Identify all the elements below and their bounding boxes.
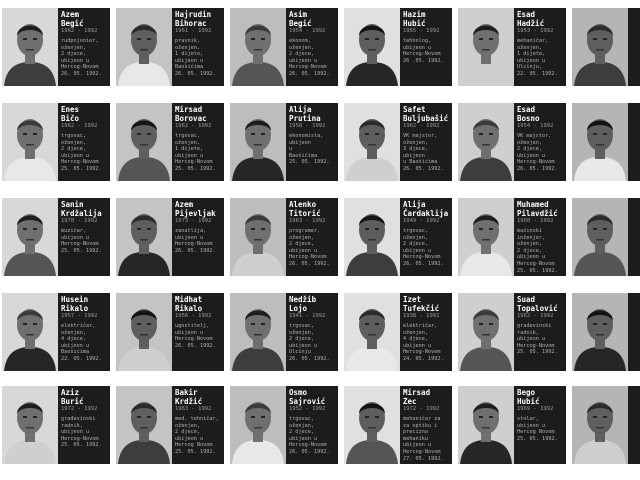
person-info [58, 198, 110, 276]
person-name: Midhat Rikalo [175, 295, 203, 313]
person-description: trgovac, oženjen, 2 djece, ubijeon u Hercog-Novom 26. 05. 1992. [289, 416, 330, 455]
person-card [572, 198, 640, 276]
person-name: Suad Topalović [517, 295, 558, 313]
person-card [230, 103, 338, 181]
person-card [458, 386, 566, 464]
person-photo [458, 386, 514, 464]
person-photo [2, 198, 58, 276]
person-description: trgovac, oženjen, 1 dijete, ubijeon u Hercog-Novom 25. 05. 1992. [175, 133, 216, 172]
person-photo [344, 103, 400, 181]
person-description: električar, oženjen, 4 djece, ubijeon u Baošićima 22. 05. 1992. [61, 323, 102, 362]
person-card [572, 293, 640, 371]
person-name: Asim Begić [289, 10, 312, 28]
person-card [230, 293, 338, 371]
person-info [400, 293, 452, 371]
person-card [116, 198, 224, 276]
person-years: 1965 - 1992 [403, 28, 440, 34]
person-description: mehaničar za za optiku i precizna mehaniku ubijeon u Hercog-Novom 27. 05. 1992. [403, 416, 444, 462]
person-photo [116, 386, 172, 464]
person-photo [2, 8, 58, 86]
person-name: Mirsad Borovac [175, 105, 207, 123]
person-info [628, 198, 640, 276]
person-years: 1956 - 1992 [175, 313, 212, 319]
person-years: 1973 - 1992 [175, 218, 212, 224]
person-description: VK majstor, oženjen, 3 djece, ubijeon u Baošićima 26. 05. 1992. [403, 133, 444, 172]
person-info [514, 8, 566, 86]
person-card [2, 103, 110, 181]
person-years: 1961 - 1992 [175, 28, 212, 34]
person-years: 1969 - 1992 [517, 406, 554, 412]
person-description: trgovac, oženjen, 2 djece, ubijeon u Ulcinju 26. 05. 1992. [289, 323, 330, 362]
person-description: med. tehničar, oženjen, 2 djece, ubijeon u Hercog Novom 25. 05. 1992. [175, 416, 219, 455]
person-card [230, 198, 338, 276]
person-info [514, 198, 566, 276]
person-years: 1963 - 1992 [289, 218, 326, 224]
person-info [172, 293, 224, 371]
person-card [116, 103, 224, 181]
person-name: Bego Hubić [517, 388, 540, 406]
person-description: rudpnjonier, oženjen, 2 djece, ubijeon u Hercog-Novom 26. 05. 1992. [61, 38, 102, 77]
person-photo [2, 293, 58, 371]
person-description: programer, oženjen, 2 djece, ubijeon u Hercog-Novom 26. 05. 1992. [289, 228, 330, 267]
person-years: 1954 - 1992 [289, 28, 326, 34]
person-card [458, 103, 566, 181]
person-card [116, 386, 224, 464]
person-card [2, 386, 110, 464]
person-card [458, 8, 566, 86]
person-description: stolar, ubijeon u Hercog Novom 25. 05. 1992. [517, 416, 558, 442]
person-photo [572, 293, 628, 371]
person-card [230, 8, 338, 86]
person-photo [230, 386, 286, 464]
person-name: Aziz Burić [61, 388, 84, 406]
person-card [116, 8, 224, 86]
person-card [572, 8, 640, 86]
person-name: Hazim Hubić [403, 10, 426, 28]
person-info [172, 8, 224, 86]
person-years: 1950 - 1992 [289, 123, 326, 129]
person-description: muzičar, ubijeon u Hercog-Novom 25. 05. 1992. [61, 228, 102, 254]
person-years: 1960 - 1992 [517, 218, 554, 224]
person-photo [116, 198, 172, 276]
person-description: građevinski radnik, ubijeon u Hercog-Novom 25. 05. 1992. [61, 416, 102, 449]
person-photo [572, 198, 628, 276]
person-card [344, 103, 452, 181]
person-name: Enes Bičo [61, 105, 80, 123]
person-name: Izet Tufekčić [403, 295, 440, 313]
person-description: ekonom, oženjen, 2 djece, ubijeon u Hercog-Novom 26. 05. 1992. [289, 38, 330, 77]
person-card [344, 293, 452, 371]
person-years: 1962 - 1992 [175, 123, 212, 129]
person-years: 1962 - 1992 [403, 123, 440, 129]
person-description: trgovac, oženjen, 2 djece, ubijeon u Hercog-Novom 26. 05. 1992. [403, 228, 444, 267]
person-info [400, 103, 452, 181]
person-description: VK majstor, oženjen, 2 djece, ubijeon u Hercog-Novom 26. 05. 1992. [517, 133, 558, 172]
person-years: 1941 - 1992 [289, 313, 326, 319]
person-name: Alija Prutina [289, 105, 321, 123]
person-photo [572, 8, 628, 86]
person-info [628, 103, 640, 181]
person-years: 1962 - 1992 [517, 313, 554, 319]
person-years: 1957 - 1992 [61, 313, 98, 319]
person-name: Alenko Titorić [289, 200, 321, 218]
person-card [2, 198, 110, 276]
person-description: ugostitelj, ubijeon u Hercog-Novom 26. 05. 1992. [175, 323, 216, 349]
person-info [514, 386, 566, 464]
person-info [628, 293, 640, 371]
person-years: 1938 - 1992 [403, 313, 440, 319]
person-card [230, 386, 338, 464]
person-description: zanatlija, ubijeon u Hercog-Novom 26. 05. 1992. [175, 228, 216, 254]
person-name: Esad Hadžić [517, 10, 545, 28]
person-name: Mirsad Zec [403, 388, 431, 406]
person-card [2, 293, 110, 371]
person-photo [230, 293, 286, 371]
person-info [286, 386, 338, 464]
person-years: 1962 - 1992 [61, 28, 98, 34]
person-description: mašinski inženjer, oženjen, 2 djece, ubijeon u Hercog-Novom 25. 05. 1992. [517, 228, 558, 274]
person-info [400, 386, 452, 464]
person-info [172, 198, 224, 276]
person-years: 1952 - 1992 [289, 406, 326, 412]
person-years: 1970 - 1992 [61, 218, 98, 224]
person-info [58, 103, 110, 181]
person-name: Hajrudin Bihorac [175, 10, 212, 28]
person-name: Husein Rikalo [61, 295, 89, 313]
person-card [458, 293, 566, 371]
person-card [2, 8, 110, 86]
person-info [286, 198, 338, 276]
person-info [628, 8, 640, 86]
person-photo [116, 103, 172, 181]
person-photo [2, 103, 58, 181]
person-description: tehnolog, ubijeon u Hercog-Novom 26 .05. 1992. [403, 38, 444, 64]
person-years: 1972 - 1992 [403, 406, 440, 412]
person-photo [2, 386, 58, 464]
person-card [116, 293, 224, 371]
person-info [514, 103, 566, 181]
person-info [58, 8, 110, 86]
person-info [400, 198, 452, 276]
person-name: Nedžib Lojo [289, 295, 317, 313]
person-card [572, 386, 640, 464]
person-name: Bakir Krdžić [175, 388, 203, 406]
person-description: građevinski radnik, ubijeon u Hercog-Novom 25. 05. 1992. [517, 323, 558, 356]
person-info [172, 103, 224, 181]
person-info [628, 386, 640, 464]
person-photo [458, 103, 514, 181]
person-info [286, 8, 338, 86]
person-name: Azem Pijevljak [175, 200, 216, 218]
person-photo [116, 8, 172, 86]
person-photo [458, 293, 514, 371]
person-card [344, 386, 452, 464]
person-photo [116, 293, 172, 371]
person-info [286, 103, 338, 181]
person-years: 1954 - 1992 [517, 123, 554, 129]
person-photo [458, 198, 514, 276]
person-description: električar, oženjen, 4 djece, ubijeon u Hercog-Novom 24. 05. 1992. [403, 323, 444, 362]
person-description: pravnik, oženjen, 1 dijete, ubijeon u Baošićima 26. 05. 1992. [175, 38, 216, 77]
person-name: Safet Buljubašić [403, 105, 449, 123]
person-card [572, 103, 640, 181]
person-name: Alija Čardaklija [403, 200, 449, 218]
person-info [58, 293, 110, 371]
person-photo [230, 198, 286, 276]
person-description: mehaničar, oženjen, 1 dijete, ubijeon u Ulcinju, 22. 05. 1992. [517, 38, 558, 77]
person-card [458, 198, 566, 276]
person-years: 1953 - 1992 [517, 28, 554, 34]
person-photo [344, 386, 400, 464]
person-info [286, 293, 338, 371]
person-photo [458, 8, 514, 86]
person-photo [230, 8, 286, 86]
person-name: Sanin Krdžalija [61, 200, 102, 218]
person-name: Osmo Sajrović [289, 388, 326, 406]
person-photo [230, 103, 286, 181]
person-photo [344, 8, 400, 86]
person-info [58, 386, 110, 464]
person-photo [344, 198, 400, 276]
person-photo [572, 386, 628, 464]
person-card [344, 198, 452, 276]
person-photo [572, 103, 628, 181]
person-years: 1949 - 1992 [403, 218, 440, 224]
person-card [344, 8, 452, 86]
person-description: trgovac, oženjen, 2 djece, ubijeon u Hercog-Novom 25. 05. 1992. [61, 133, 102, 172]
person-years: 1962 - 1992 [61, 123, 98, 129]
person-years: 1963 - 1992 [175, 406, 212, 412]
person-info [172, 386, 224, 464]
person-photo [344, 293, 400, 371]
person-name: Esad Bosno [517, 105, 540, 123]
person-info [514, 293, 566, 371]
person-name: Muhamed Pilavdžić [517, 200, 558, 218]
person-description: ekonomista, ubijeon u Baošićima 25. 05. 1992. [289, 133, 330, 166]
person-info [400, 8, 452, 86]
person-years: 1972 - 1992 [61, 406, 98, 412]
person-name: Azem Begić [61, 10, 84, 28]
